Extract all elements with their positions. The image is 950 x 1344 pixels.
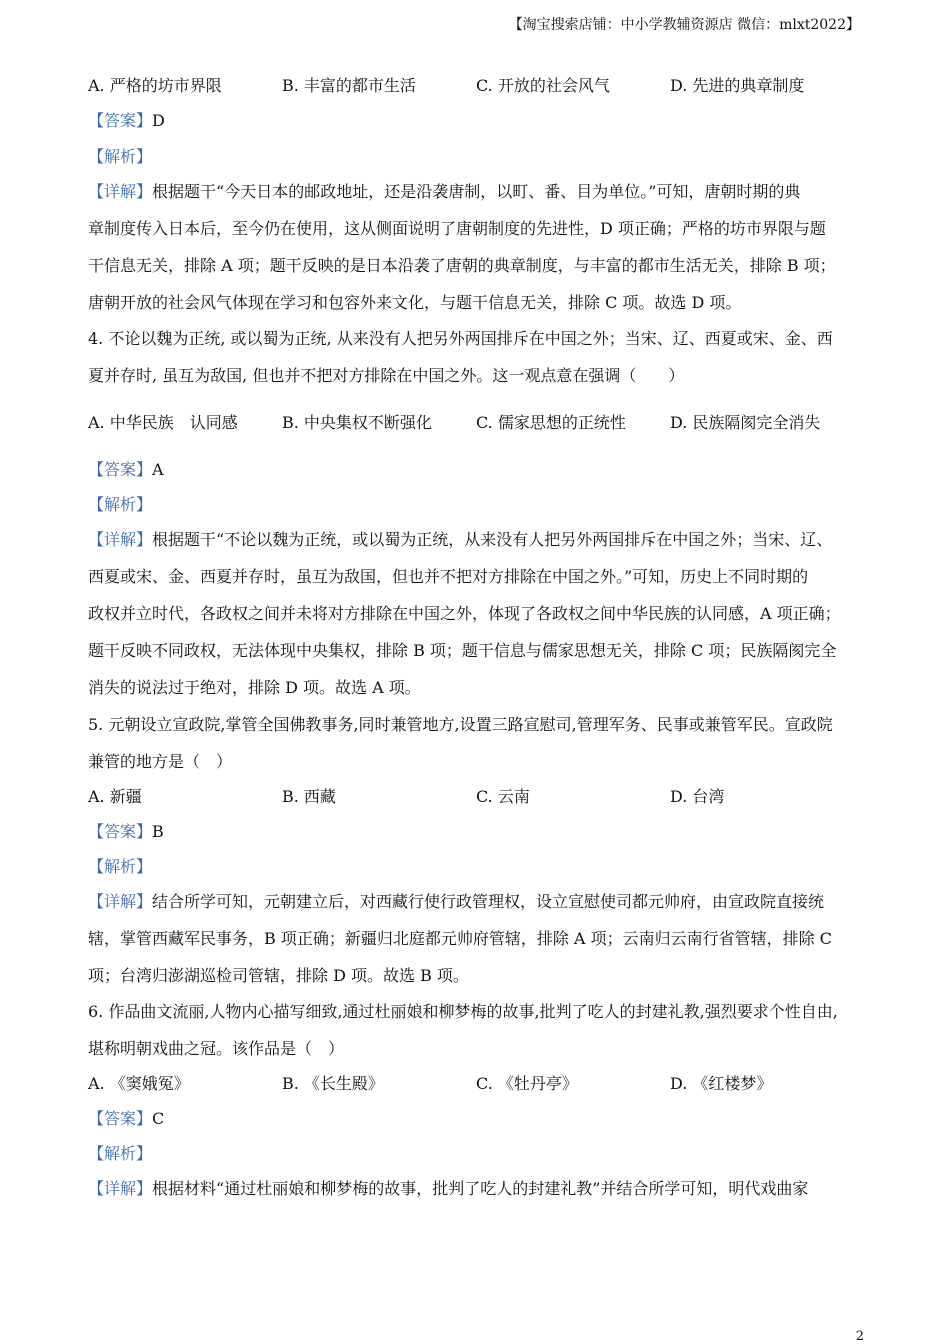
- option-b: B. 中央集权不断强化: [282, 413, 432, 432]
- answer-value: B: [152, 822, 164, 841]
- q3-detail-line: [88, 182, 800, 202]
- q3-detail-line: 干信息无关，排除 A 项；题干反映的是日本沿袭了唐朝的典章制度，与丰富的都市生活无关，排除 B 项；: [88, 256, 836, 275]
- q6-answer: [88, 1109, 164, 1129]
- option-a: A. 《窦娥冤》: [88, 1074, 190, 1093]
- option-c: C. 《牡丹亭》: [476, 1074, 578, 1093]
- q3-detail-line: 章制度传入日本后，至今仍在使用，这从侧面说明了唐朝制度的先进性，D 项正确；严格的坊市界限与题: [88, 219, 826, 238]
- option-a: A. 中华民族 认同感: [88, 413, 238, 432]
- detail-tag: 【详解】: [88, 1179, 153, 1198]
- answer-tag: 【答案】: [88, 1109, 153, 1128]
- option-b: B. 西藏: [282, 787, 336, 806]
- q5-stem-line: 兼管的地方是（ ）: [88, 752, 233, 771]
- q5-stem-line: 5. 元朝设立宣政院,掌管全国佛教事务,同时兼管地方,设置三路宣慰司,管理军务、民事或兼管军民。宣政院: [88, 715, 833, 734]
- q3-answer: [88, 111, 165, 131]
- q4-analysis-tag: 【解析】: [88, 495, 153, 514]
- shop-header: 【淘宝搜索店铺：中小学教辅资源店 微信：mlxt2022】: [508, 17, 860, 33]
- q3-analysis-tag: 【解析】: [88, 147, 153, 166]
- option-d: D. 民族隔阂完全消失: [670, 413, 821, 432]
- option-a: A. 新疆: [88, 787, 142, 806]
- detail-text: 根据题干“今天日本的邮政地址，还是沿袭唐制，以町、番、目为单位。”可知，唐朝时期的典: [152, 182, 801, 201]
- detail-text: 根据材料“通过杜丽娘和柳梦梅的故事，批判了吃人的封建礼教”并结合所学可知，明代戏曲家: [152, 1179, 809, 1198]
- detail-tag: 【详解】: [88, 892, 153, 911]
- q6-analysis-tag: 【解析】: [88, 1144, 153, 1163]
- page-number: 2: [855, 1329, 864, 1344]
- q4-detail-line: [88, 530, 832, 550]
- option-d: D. 台湾: [670, 787, 725, 806]
- q6-stem-line: 堪称明朝戏曲之冠。该作品是（ ）: [88, 1039, 345, 1058]
- detail-text: 结合所学可知，元朝建立后，对西藏行使行政管理权，设立宣慰使司都元帅府，由宣政院直接统: [152, 892, 825, 911]
- detail-tag: 【详解】: [88, 530, 153, 549]
- answer-value: D: [152, 111, 165, 130]
- answer-value: A: [152, 460, 164, 479]
- option-c: C. 儒家思想的正统性: [476, 413, 626, 432]
- q5-detail-line: [88, 892, 824, 912]
- q4-detail-line: 西夏或宋、金、西夏并存时，虽互为敌国，但也并不把对方排除在中国之外。”可知，历史上不同时期的: [88, 567, 809, 586]
- q5-detail-line: 项；台湾归澎湖巡检司管辖，排除 D 项。故选 B 项。: [88, 966, 469, 985]
- q4-answer: [88, 460, 164, 480]
- q6-detail-line: [88, 1179, 808, 1199]
- answer-value: C: [152, 1109, 165, 1128]
- option-a: A. 严格的坊市界限: [88, 76, 222, 95]
- option-b: B. 《长生殿》: [282, 1074, 384, 1093]
- q4-stem-line: 夏并存时, 虽互为敌国, 但也并不把对方排除在中国之外。这一观点意在强调（ ）: [88, 366, 685, 385]
- answer-tag: 【答案】: [88, 822, 153, 841]
- option-b: B. 丰富的都市生活: [282, 76, 416, 95]
- q5-analysis-tag: 【解析】: [88, 857, 153, 876]
- detail-text: 根据题干“不论以魏为正统，或以蜀为正统，从来没有人把另外两国排斥在中国之外；当宋、辽、: [152, 530, 833, 549]
- option-c: C. 云南: [476, 787, 530, 806]
- q5-answer: [88, 822, 164, 842]
- q4-detail-line: 消失的说法过于绝对，排除 D 项。故选 A 项。: [88, 678, 421, 697]
- option-d: D. 《红楼梦》: [670, 1074, 773, 1093]
- q3-detail-line: 唐朝开放的社会风气体现在学习和包容外来文化，与题干信息无关，排除 C 项。故选 D 项。: [88, 293, 742, 312]
- answer-tag: 【答案】: [88, 460, 153, 479]
- q4-stem-line: 4. 不论以魏为正统, 或以蜀为正统, 从来没有人把另外两国排斥在中国之外；当宋、辽、西夏或宋、金、西: [88, 329, 833, 348]
- q4-detail-line: 政权并立时代，各政权之间并未将对方排除在中国之外，体现了各政权之间中华民族的认同感，A 项正确；: [88, 604, 841, 623]
- q6-stem-line: 6. 作品曲文流丽,人物内心描写细致,通过杜丽娘和柳梦梅的故事,批判了吃人的封建礼教,强烈要求个性自由,: [88, 1002, 838, 1021]
- detail-tag: 【详解】: [88, 182, 153, 201]
- option-c: C. 开放的社会风气: [476, 76, 610, 95]
- option-d: D. 先进的典章制度: [670, 76, 805, 95]
- q5-detail-line: 辖，掌管西藏军民事务，B 项正确；新疆归北庭都元帅府管辖，排除 A 项；云南归云南行省管辖，排除 C: [88, 929, 832, 948]
- answer-tag: 【答案】: [88, 111, 153, 130]
- q4-detail-line: 题干反映不同政权，无法体现中央集权，排除 B 项；题干信息与儒家思想无关，排除 C 项；民族隔阂完全: [88, 641, 837, 660]
